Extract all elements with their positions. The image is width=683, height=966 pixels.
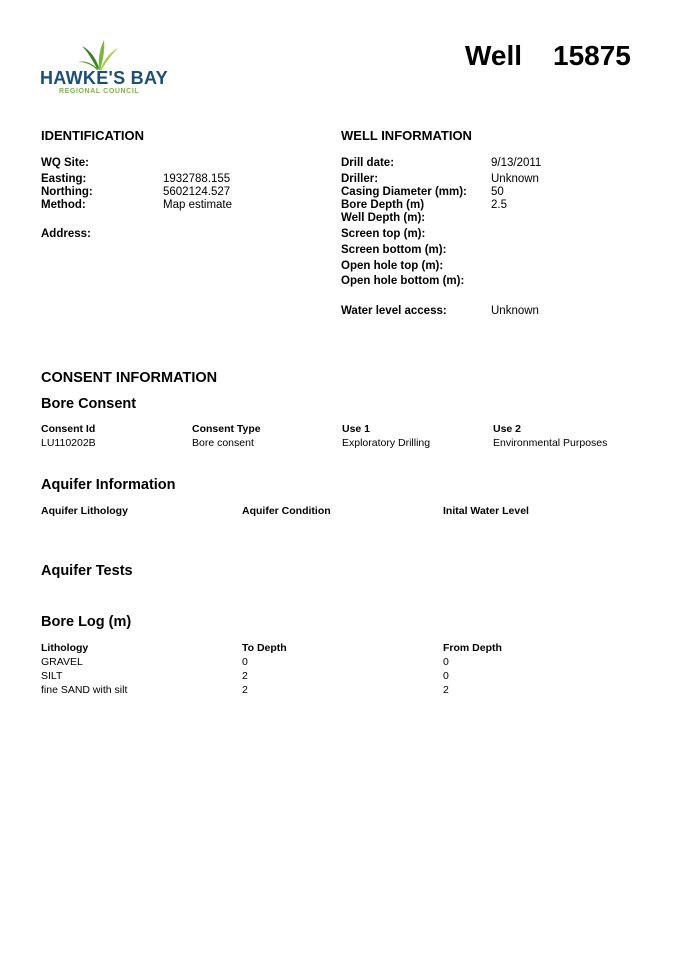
well-number: 15875 [553,40,631,71]
consent-id-value: LU110202B [41,437,96,449]
consent-information-heading: CONSENT INFORMATION [41,370,218,386]
screen-top-label: Screen top (m): [341,228,426,240]
consent-type-value: Bore consent [192,437,254,449]
identification-heading: IDENTIFICATION [41,128,145,143]
drill-date-value: 9/13/2011 [491,157,542,169]
screen-bottom-label: Screen bottom (m): [341,244,447,256]
water-level-access-value: Unknown [491,305,539,317]
consent-col-use-1: Use 1 [342,423,371,435]
bore-log-to-depth: 2 [242,684,248,696]
open-hole-bottom-label: Open hole bottom (m): [341,275,465,287]
consent-col-consent-id: Consent Id [41,423,96,435]
bore-depth-label: Bore Depth (m) [341,199,425,211]
easting-label: Easting: [41,173,87,185]
page-title-word: Well [465,40,523,71]
bore-log-col-from-depth: From Depth [443,642,502,654]
bore-log-to-depth: 2 [242,670,248,682]
bore-consent-heading: Bore Consent [41,396,137,412]
method-value: Map estimate [163,199,233,211]
well-depth-label: Well Depth (m): [341,212,426,224]
aquifer-col-condition: Aquifer Condition [242,505,331,517]
aquifer-col-initial-water-level: Inital Water Level [443,505,529,517]
logo-main-text: HAWKE'S BAY [40,68,168,88]
bore-log-lithology: fine SAND with silt [41,684,128,696]
northing-value: 5602124.527 [163,186,231,198]
bore-log-lithology: GRAVEL [41,656,83,668]
table-row [41,656,83,668]
consent-col-consent-type: Consent Type [192,423,261,435]
open-hole-top-label: Open hole top (m): [341,260,444,272]
bore-log-heading: Bore Log (m) [41,614,132,630]
bore-log-from-depth: 0 [443,656,449,668]
bore-log-to-depth: 0 [242,656,248,668]
aquifer-col-lithology: Aquifer Lithology [41,505,128,517]
bore-log-from-depth: 0 [443,670,449,682]
wq-site-label: WQ Site: [41,157,89,169]
northing-label: Northing: [41,186,93,198]
method-label: Method: [41,199,86,211]
bore-log-from-depth: 2 [443,684,449,696]
drill-date-label: Drill date: [341,157,395,169]
table-row [41,670,62,682]
bore-log-col-lithology: Lithology [41,642,89,654]
casing-diameter-label: Casing Diameter (mm): [341,186,467,198]
aquifer-tests-heading: Aquifer Tests [41,563,133,579]
bore-log-col-to-depth: To Depth [242,642,287,654]
bore-depth-value: 2.5 [491,199,507,211]
consent-use-2-value: Environmental Purposes [493,437,608,449]
water-level-access-label: Water level access: [341,305,447,317]
driller-value: Unknown [491,173,539,185]
consent-use-1-value: Exploratory Drilling [342,437,431,449]
aquifer-information-heading: Aquifer Information [41,477,176,493]
bore-log-lithology: SILT [41,670,63,682]
well-information-heading: WELL INFORMATION [341,128,472,143]
easting-value: 1932788.155 [163,173,231,185]
table-row [41,684,127,696]
casing-diameter-value: 50 [491,186,504,198]
address-label: Address: [41,228,91,240]
driller-label: Driller: [341,173,379,185]
hbrc-logo [40,40,170,100]
consent-col-use-2: Use 2 [493,423,522,435]
logo-sub-text: REGIONAL COUNCIL [59,88,140,95]
